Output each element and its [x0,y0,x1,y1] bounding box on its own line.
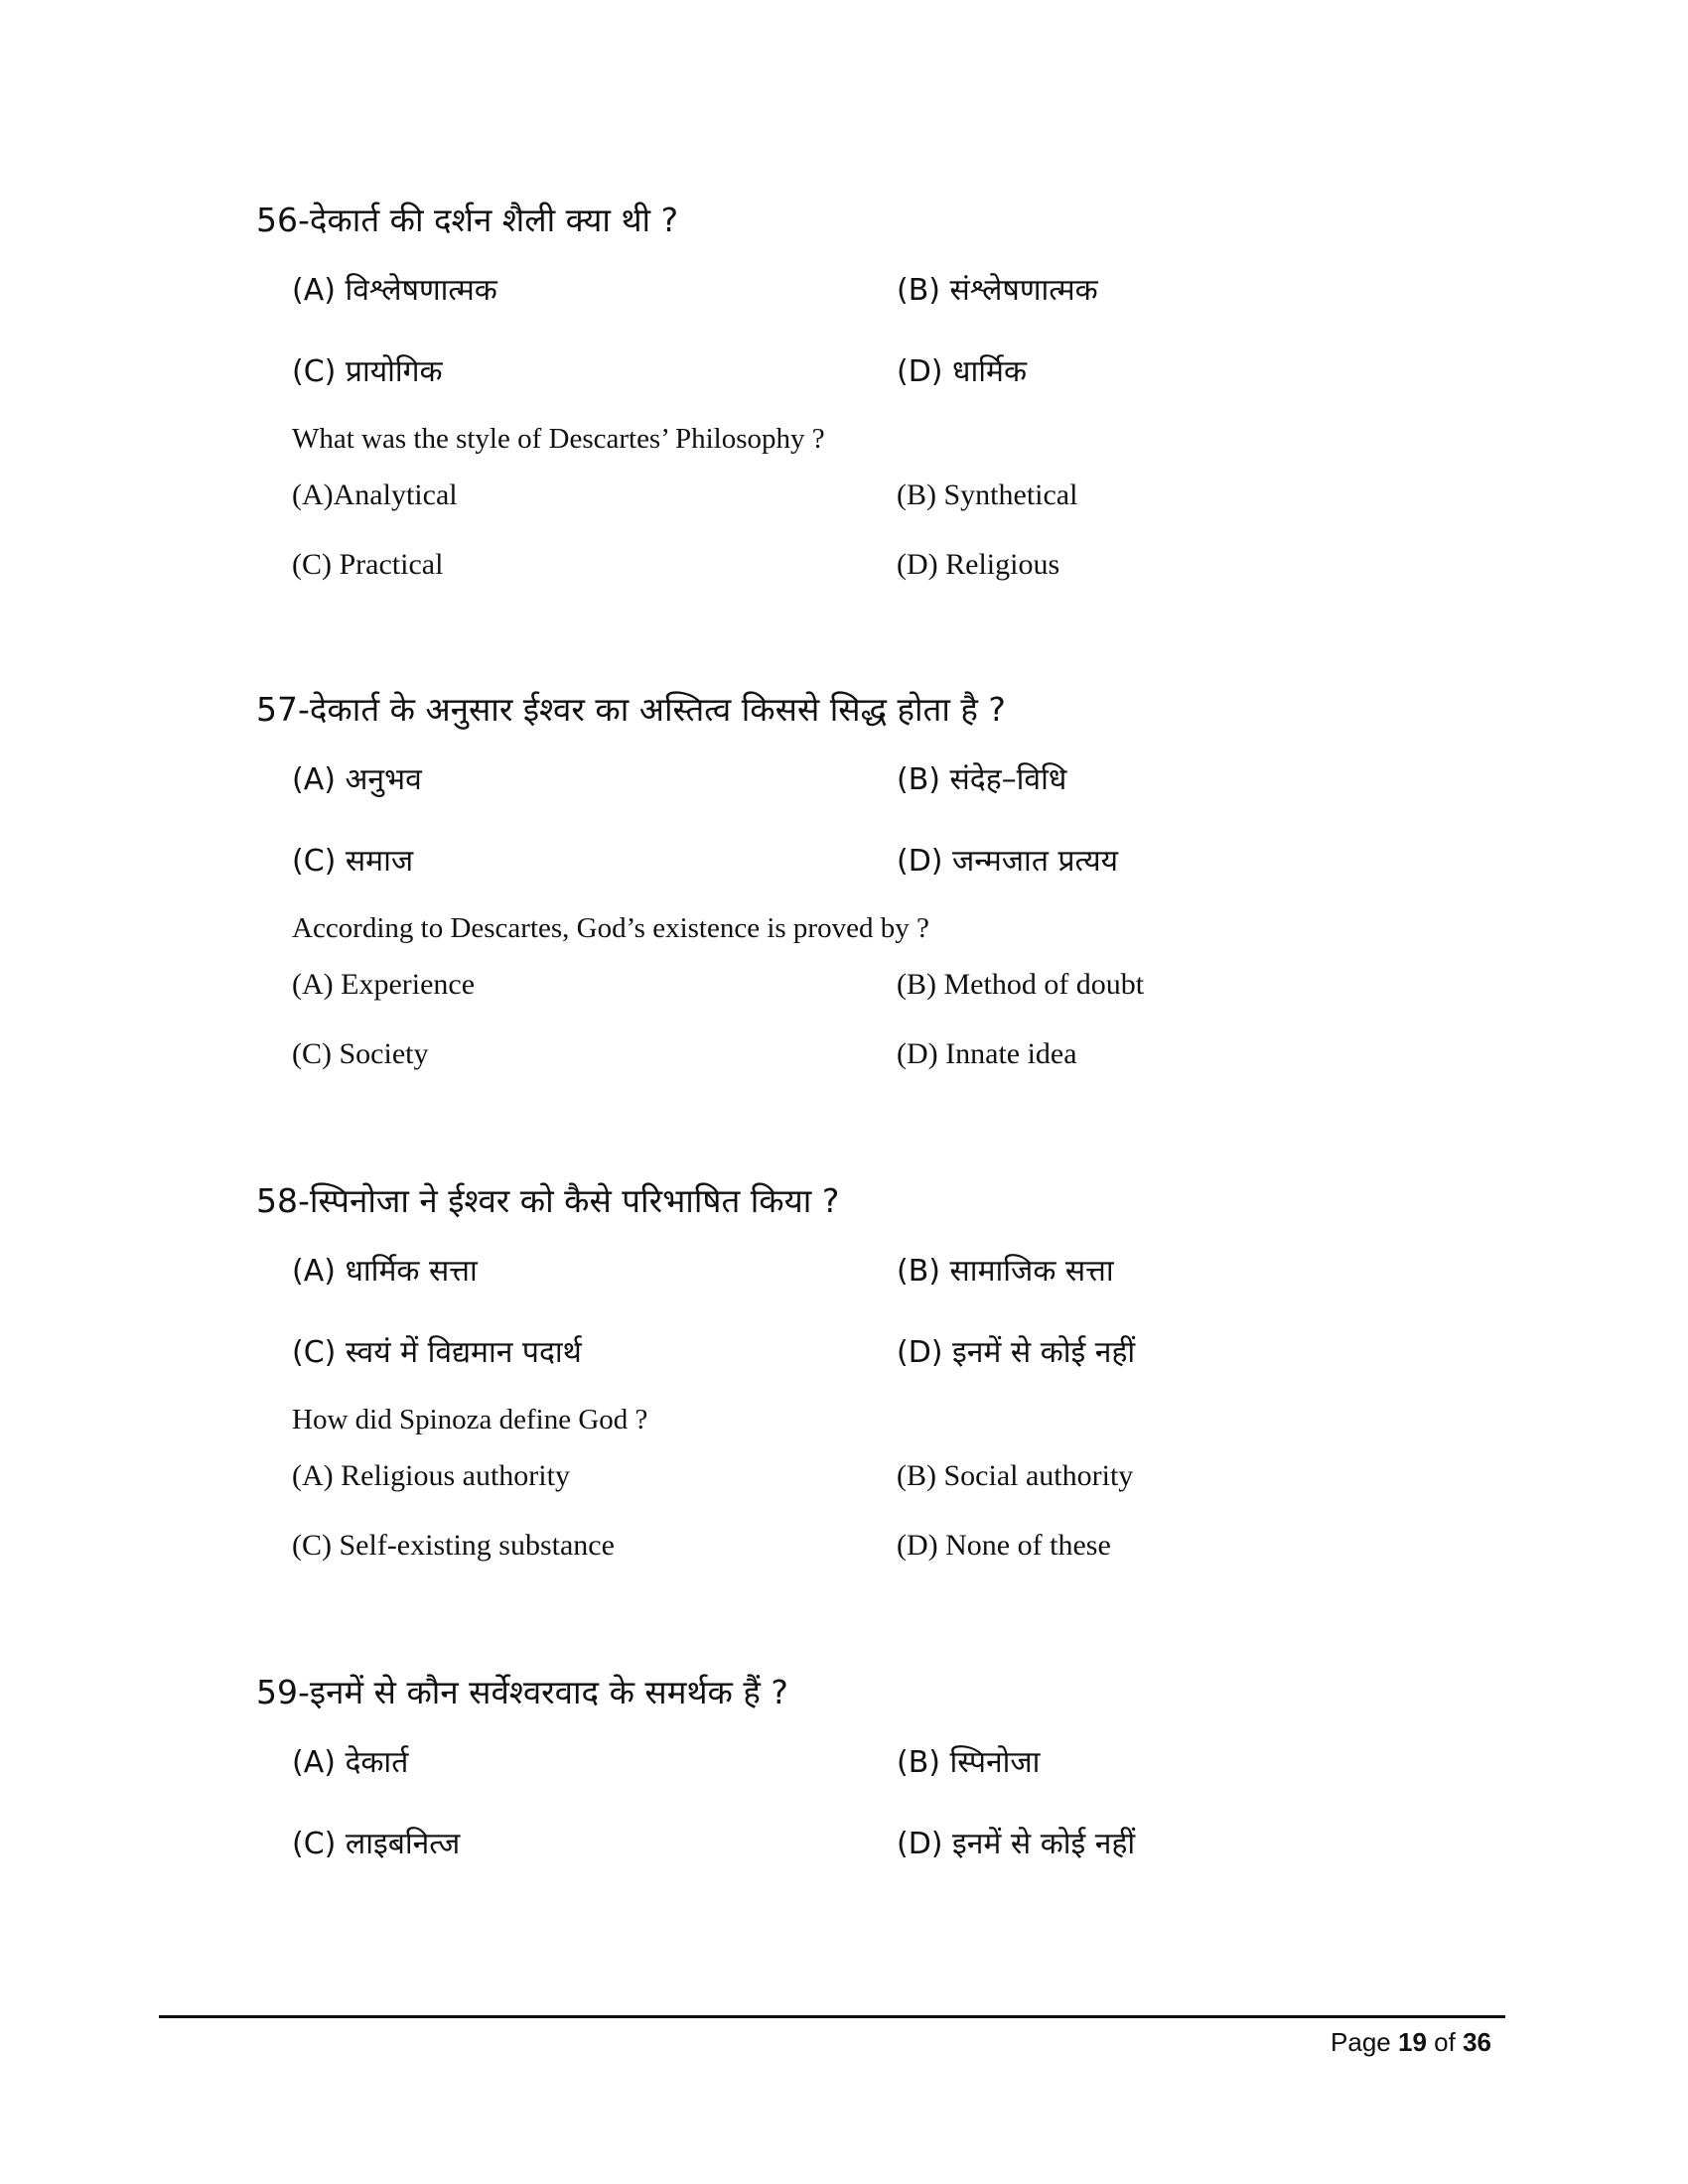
option-c-hindi: (C) समाज [292,844,414,879]
option-a-hindi: (A) विश्लेषणात्मक [292,273,497,308]
page-footer [1331,2027,1491,2058]
option-d-english: (D) Innate idea [897,1037,1077,1070]
option-c-english: (C) Practical [292,548,444,581]
option-a-english: (A)Analytical [292,478,458,511]
option-b-hindi: (B) सामाजिक सत्ता [897,1254,1114,1289]
of-label: of [1434,2027,1456,2057]
option-b-hindi: (B) संश्लेषणात्मक [897,273,1098,308]
option-a-english: (A) Experience [292,968,476,1001]
hindi-options [256,1728,1497,1879]
option-b-english: (B) Synthetical [897,478,1078,511]
option-d-english: (D) None of these [897,1529,1111,1562]
option-a-hindi: (A) अनुभव [292,762,422,797]
question-56 [256,199,1497,612]
question-hindi-title: 57-देकार्त के अनुसार ईश्वर का अस्तित्व किससे सिद्ध होता है ? [256,690,1006,729]
option-d-hindi: (D) इनमें से कोई नहीं [897,1335,1136,1370]
option-a-hindi: (A) देकार्त [292,1745,409,1780]
option-b-hindi: (B) स्पिनोजा [897,1745,1041,1780]
question-english-title: How did Spinoza define God ? [292,1404,648,1435]
hindi-options [256,746,1497,896]
option-b-english: (B) Social authority [897,1459,1134,1492]
question-58 [256,1179,1497,1592]
option-c-english: (C) Society [292,1037,429,1070]
option-d-hindi: (D) धार्मिक [897,354,1028,389]
total-pages: 36 [1463,2027,1491,2057]
hindi-options [256,1237,1497,1388]
option-c-english: (C) Self-existing substance [292,1529,615,1562]
option-a-english: (A) Religious authority [292,1459,570,1492]
question-hindi-title: 59-इनमें से कौन सर्वेश्वरवाद के समर्थक हैं ? [256,1673,788,1711]
option-a-hindi: (A) धार्मिक सत्ता [292,1254,478,1289]
footer-divider [159,2015,1505,2018]
question-57 [256,688,1497,1101]
option-c-hindi: (C) लाइबनित्ज [292,1827,461,1861]
option-b-hindi: (B) संदेह–विधि [897,762,1067,797]
page-number: 19 [1398,2027,1427,2057]
question-59 [256,1671,1497,1879]
question-english-title: According to Descartes, God’s existence is proved by ? [292,912,929,944]
option-d-english: (D) Religious [897,548,1060,581]
option-c-hindi: (C) स्वयं में विद्यमान पदार्थ [292,1335,582,1370]
option-d-hindi: (D) इनमें से कोई नहीं [897,1827,1136,1861]
option-d-hindi: (D) जन्मजात प्रत्यय [897,844,1119,879]
question-hindi-title: 56-देकार्त की दर्शन शैली क्या थी ? [256,201,679,239]
question-hindi-title: 58-स्पिनोजा ने ईश्वर को कैसे परिभाषित किया ? [256,1181,840,1220]
question-english-title: What was the style of Descartes’ Philosophy ? [292,423,825,455]
option-b-english: (B) Method of doubt [897,968,1145,1001]
option-c-hindi: (C) प्रायोगिक [292,354,443,389]
page-label: Page [1331,2027,1391,2057]
hindi-options [256,256,1497,407]
